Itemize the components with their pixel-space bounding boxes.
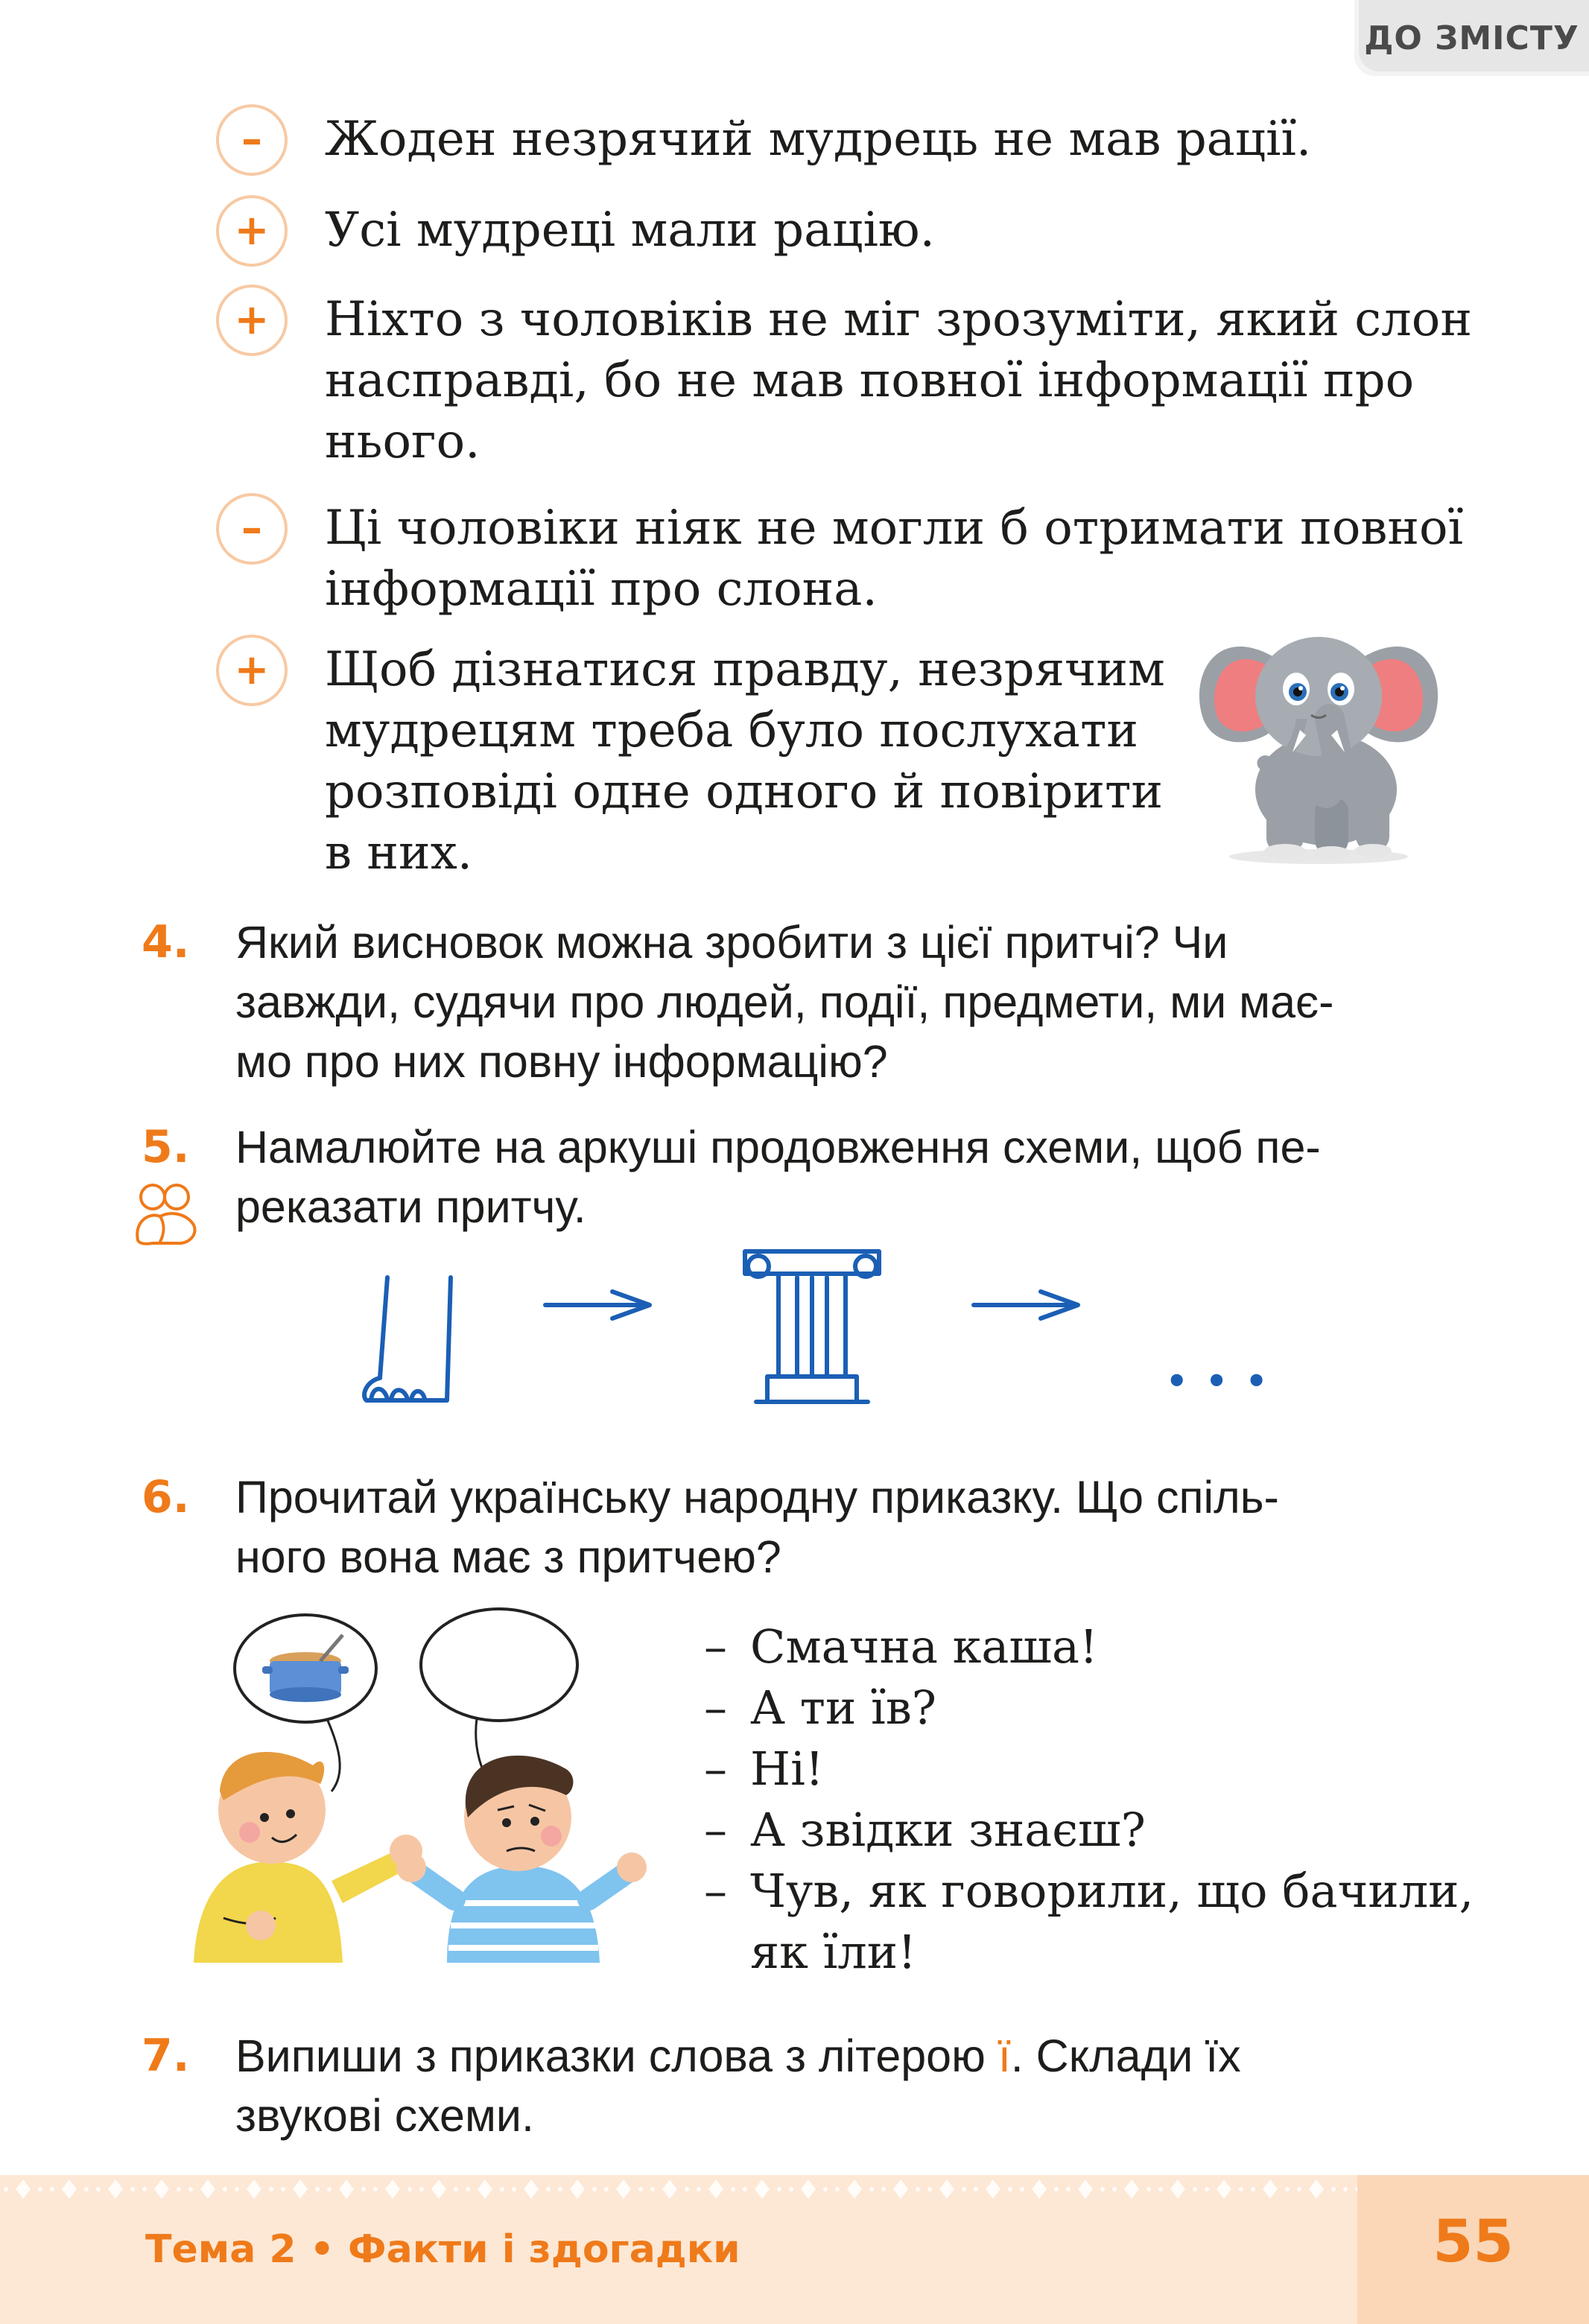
dialogue-line — [704, 1861, 1523, 1922]
task-line-part: . Склади їх — [1010, 2031, 1241, 2081]
task-line: ного вона має з притчею? — [235, 1531, 781, 1582]
task-line: Прочитай українську народну приказку. Що спіль- — [235, 1472, 1279, 1523]
table-of-contents-tab[interactable]: ДО ЗМІСТУ — [1354, 0, 1589, 76]
statement-line: розповіді одне одного й повірити — [325, 764, 1164, 819]
retelling-scheme — [350, 1244, 1274, 1423]
statement-line: Ніхто з чоловіків не міг зрозуміти, який слон — [325, 292, 1472, 347]
pair-work-icon — [130, 1181, 201, 1248]
statement-line: інформації про слона. — [325, 562, 878, 617]
statement-text — [325, 639, 1165, 883]
statement-line: мудрецям треба було послухати — [325, 703, 1138, 758]
highlighted-letter: ї — [998, 2031, 1011, 2081]
statement-text: Усі мудреці мали рацію. — [325, 203, 935, 258]
statement-item — [216, 195, 1497, 270]
dialogue-line — [704, 1800, 1523, 1861]
statement-item — [216, 285, 1497, 471]
task-line: звукові схеми. — [235, 2090, 534, 2141]
dialogue-dash: – — [704, 1803, 727, 1857]
elephant-leg-sketch — [364, 1277, 451, 1400]
dialogue-line — [704, 1922, 1523, 1983]
task-text — [235, 2026, 1479, 2145]
dialogue-text: Чув, як говорили, що бачили, — [750, 1864, 1474, 1918]
column-sketch — [745, 1251, 879, 1402]
task-line: Який висновок можна зробити з цієї притчі? Чи — [235, 917, 1228, 968]
task-line: реказати притчу. — [235, 1181, 586, 1232]
dialogue-dash: – — [704, 1864, 727, 1918]
left-boy — [194, 1752, 422, 1963]
plus-mark: + — [216, 285, 288, 356]
statement-line: Ці чоловіки ніяк не могли б отримати повної — [325, 501, 1464, 556]
statement-text — [325, 498, 1463, 620]
task-number: 5. — [142, 1121, 190, 1173]
statement-line: нього. — [325, 414, 480, 469]
statement-item — [216, 104, 1497, 179]
task-number: 7. — [142, 2030, 190, 2082]
task-line-part: Випиши з приказки слова з літерою — [235, 2031, 998, 2081]
dialogue-dash: – — [704, 1742, 727, 1796]
dialogue-text: А ти їв? — [750, 1680, 936, 1735]
plus-mark: + — [216, 635, 288, 706]
task-text — [235, 1467, 1479, 1587]
arrow-right-icon — [545, 1292, 650, 1318]
dialogue-line — [704, 1677, 1523, 1739]
dialogue-text: А звідки знаєш? — [750, 1803, 1146, 1857]
task-number: 4. — [142, 916, 190, 968]
dialogue-dash: – — [704, 1680, 727, 1735]
page-number: 55 — [1433, 2209, 1514, 2276]
proverb-dialogue — [704, 1616, 1523, 1983]
task-line: завжди, судячи про людей, події, предмети, ми має- — [235, 977, 1334, 1027]
task-line: Намалюйте на аркуші продовження схеми, щоб пе- — [235, 1122, 1321, 1172]
dialogue-line — [704, 1616, 1523, 1677]
task-number: 6. — [142, 1471, 190, 1523]
statement-line: в них. — [325, 825, 473, 880]
footer-topic: Тема 2 • Факти і здогадки — [145, 2227, 740, 2272]
footer-ornament — [0, 2177, 1589, 2202]
task-line — [235, 2026, 1479, 2086]
arrow-right-icon — [974, 1292, 1078, 1318]
plus-mark: + — [216, 195, 288, 267]
two-boys-illustration — [179, 1605, 685, 1970]
minus-mark: – — [216, 104, 288, 176]
statement-text: Жоден незрячий мудрець не мав рації. — [325, 112, 1312, 167]
dialogue-text: Смачна каша! — [750, 1619, 1098, 1674]
dialogue-dash: – — [704, 1619, 727, 1674]
dialogue-text: як їли! — [750, 1925, 917, 1979]
task-text — [235, 1117, 1479, 1236]
scheme-ellipsis: • • • — [1166, 1361, 1271, 1401]
statement-line: Щоб дізнатися правду, незрячим — [325, 642, 1165, 697]
task-line: мо про них повну інформацію? — [235, 1036, 888, 1087]
dialogue-line — [704, 1739, 1523, 1800]
statement-text — [325, 289, 1472, 472]
right-boy — [396, 1756, 647, 1963]
minus-mark: – — [216, 493, 288, 565]
task-text — [235, 912, 1479, 1091]
elephant-illustration — [1188, 607, 1449, 868]
dialogue-text: Ні! — [750, 1742, 824, 1796]
statement-item — [216, 493, 1497, 620]
statement-line: насправді, бо не мав повної інформації про — [325, 353, 1415, 408]
